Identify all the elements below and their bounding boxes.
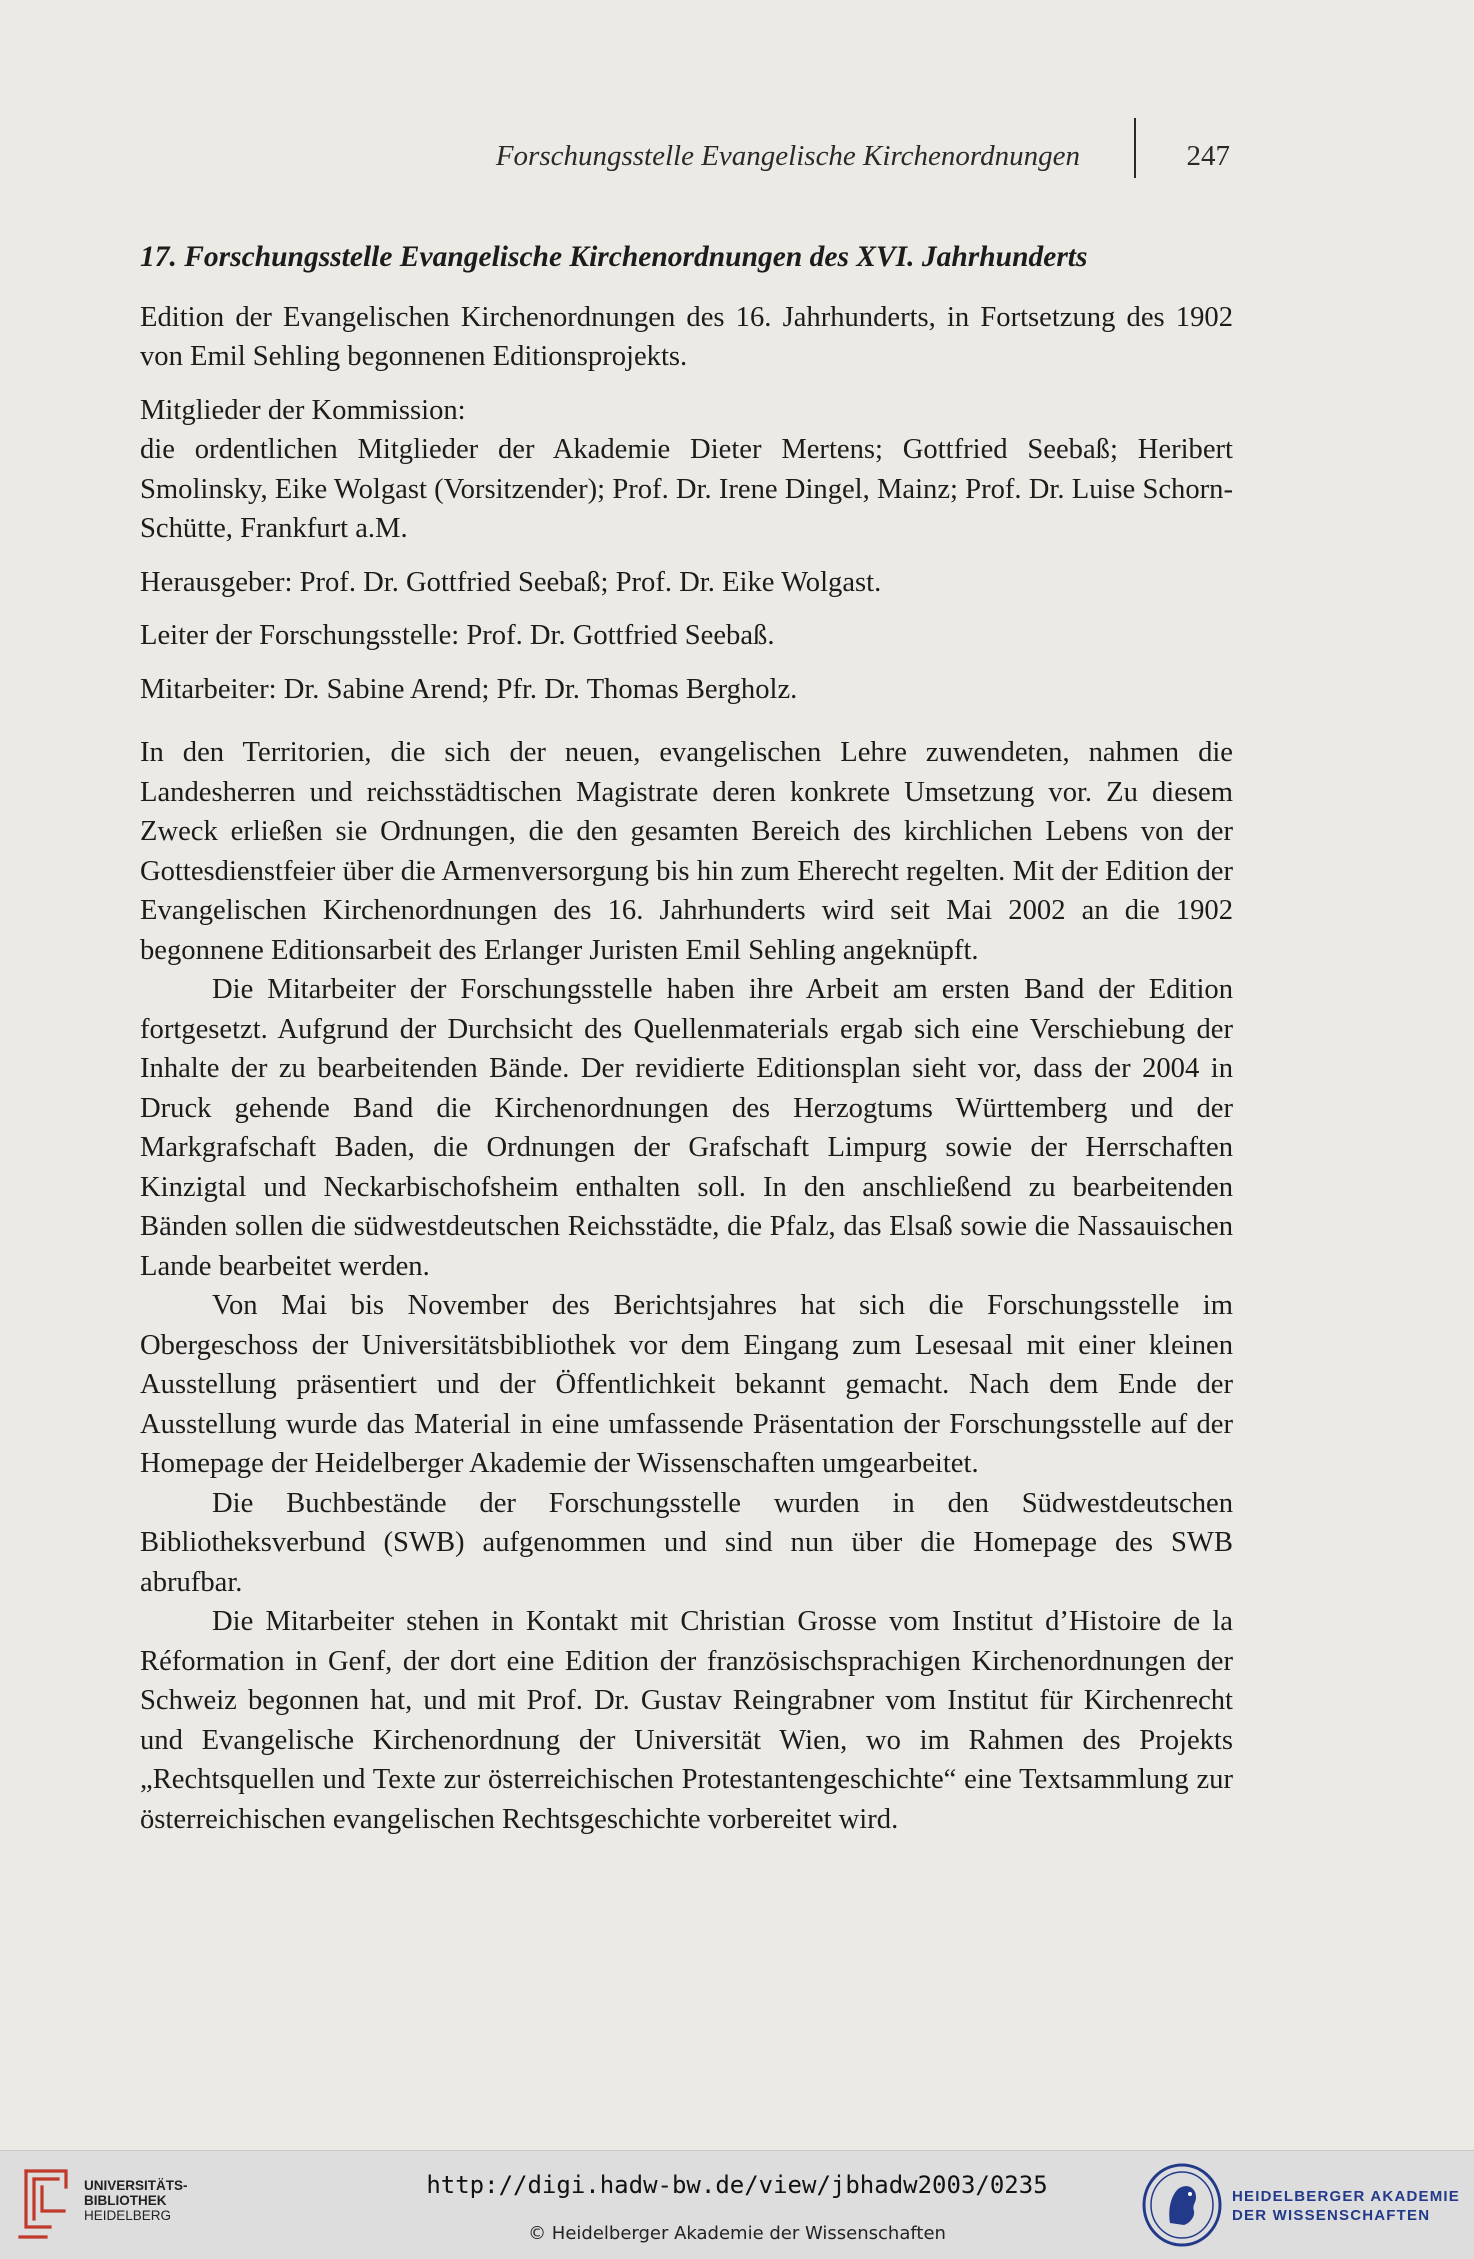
running-title: Forschungsstelle Evangelische Kirchenordnungen <box>495 140 1080 172</box>
staff-text: Mitarbeiter: Dr. Sabine Arend; Pfr. Dr. Thomas Bergholz. <box>140 673 798 705</box>
running-head <box>140 140 1230 180</box>
main-content <box>140 238 1233 1839</box>
body-paragraph: Die Buchbestände der Forschungsstelle wurden in den Südwestdeutschen Bibliotheksverbund (SWB) aufgenommen und sind nun über die Homepage des SWB abrufbar. <box>140 1487 1233 1598</box>
members-label: Mitglieder der Kommission: <box>140 394 466 426</box>
library-name: UNIVERSITÄTS- BIBLIOTHEK HEIDELBERG <box>84 2178 188 2223</box>
academy-seal-icon[interactable] <box>1140 2161 1224 2249</box>
body-paragraph: Von Mai bis November des Berichtsjahres hat sich die Forschungsstelle im Obergeschoss der Universitätsbibliothek vor dem Eingang zum Lesesaal mit einer kleinen Ausstellung präsentiert und der Öffentlichkeit bekannt gemacht. Nach dem Ende der Ausstellung wurde das Material in eine umfassende Präsentation der Forschungsstelle auf der Homepage der Heidelberger Akademie der Wissenschaften umgearbeitet. <box>140 1290 1233 1479</box>
header-divider <box>1134 118 1136 178</box>
academy-name: HEIDELBERGER AKADEMIE DER WISSENSCHAFTEN <box>1232 2188 1460 2224</box>
body-paragraph: In den Territorien, die sich der neuen, evangelischen Lehre zuwendeten, nahmen die Landesherren und reichsstädtischen Magistrate deren konkrete Umsetzung vor. Zu diesem Zweck erließen sie Ordnungen, die den gesamten Bereich des kirchlichen Lebens von der Gottesdienstfeier über die Armenversorgung bis hin zum Eherecht regelten. Mit der Edition der Evangelischen Kirchenordnungen des 16. Jahrhunderts wird seit Mai 2002 an die 1902 begonnene Editionsarbeit des Erlanger Juristen Emil Sehling angeknüpft. <box>140 737 1233 966</box>
page-number: 247 <box>1186 140 1230 172</box>
intro-text: Edition der Evangelischen Kirchenordnungen des 16. Jahrhunderts, in Fortsetzung des 1902 von Emil Sehling begonnenen Editionsprojekts. <box>140 301 1233 372</box>
head-text: Leiter der Forschungsstelle: Prof. Dr. Gottfried Seebaß. <box>140 620 775 651</box>
permalink-url[interactable]: http://digi.hadw-bw.de/view/jbhadw2003/0235 <box>426 2171 1048 2199</box>
copyright-text: © Heidelberger Akademie der Wissenschaften <box>528 2223 946 2244</box>
commission-block <box>140 391 1233 549</box>
editors-text: Herausgeber: Prof. Dr. Gottfried Seebaß; Prof. Dr. Eike Wolgast. <box>140 566 882 598</box>
viewer-footer <box>0 2150 1474 2259</box>
section-title: 17. Forschungsstelle Evangelische Kirchenordnungen des XVI. Jahrhunderts <box>140 241 1088 273</box>
members-text: die ordentlichen Mitglieder der Akademie Dieter Mertens; Gottfried Seebaß; Heribert Smolinsky, Eike Wolgast (Vorsitzender); Prof. Dr. Irene Dingel, Mainz; Prof. Dr. Luise Schorn-Schütte, Frankfurt a.M. <box>140 434 1233 544</box>
body-paragraph: Die Mitarbeiter der Forschungsstelle haben ihre Arbeit am ersten Band der Edition fortgesetzt. Aufgrund der Durchsicht des Quellenmaterials ergab sich eine Verschiebung der Inhalte der zu bearbeitenden Bände. Der revidierte Editionsplan sieht vor, dass der 2004 in Druck gehende Band die Kirchenordnungen des Herzogtums Württemberg und der Markgrafschaft Baden, die Ordnungen der Grafschaft Limpurg sowie der Herrschaften Kinzigtal und Neckarbischofsheim enthalten soll. In den anschließend zu bearbeitenden Bänden sollen die südwestdeutschen Reichsstädte, die Pfalz, das Elsaß sowie die Nassauischen Lande bearbeitet werden. <box>140 974 1233 1282</box>
body-paragraph: Die Mitarbeiter stehen in Kontakt mit Christian Grosse vom Institut d’Histoire de la Réformation in Genf, der dort eine Edition der französischsprachigen Kirchenordnungen der Schweiz begonnen hat, und mit Prof. Dr. Gustav Reingrabner vom Institut für Kirchenrecht und Evangelische Kirchenordnung der Universität Wien, wo im Rahmen des Projekts „Rechtsquellen und Texte zur österreichischen Protestantengeschichte“ eine Textsammlung zur österreichischen evangelischen Rechtsgeschichte vorbereitet wird. <box>140 1606 1233 1835</box>
